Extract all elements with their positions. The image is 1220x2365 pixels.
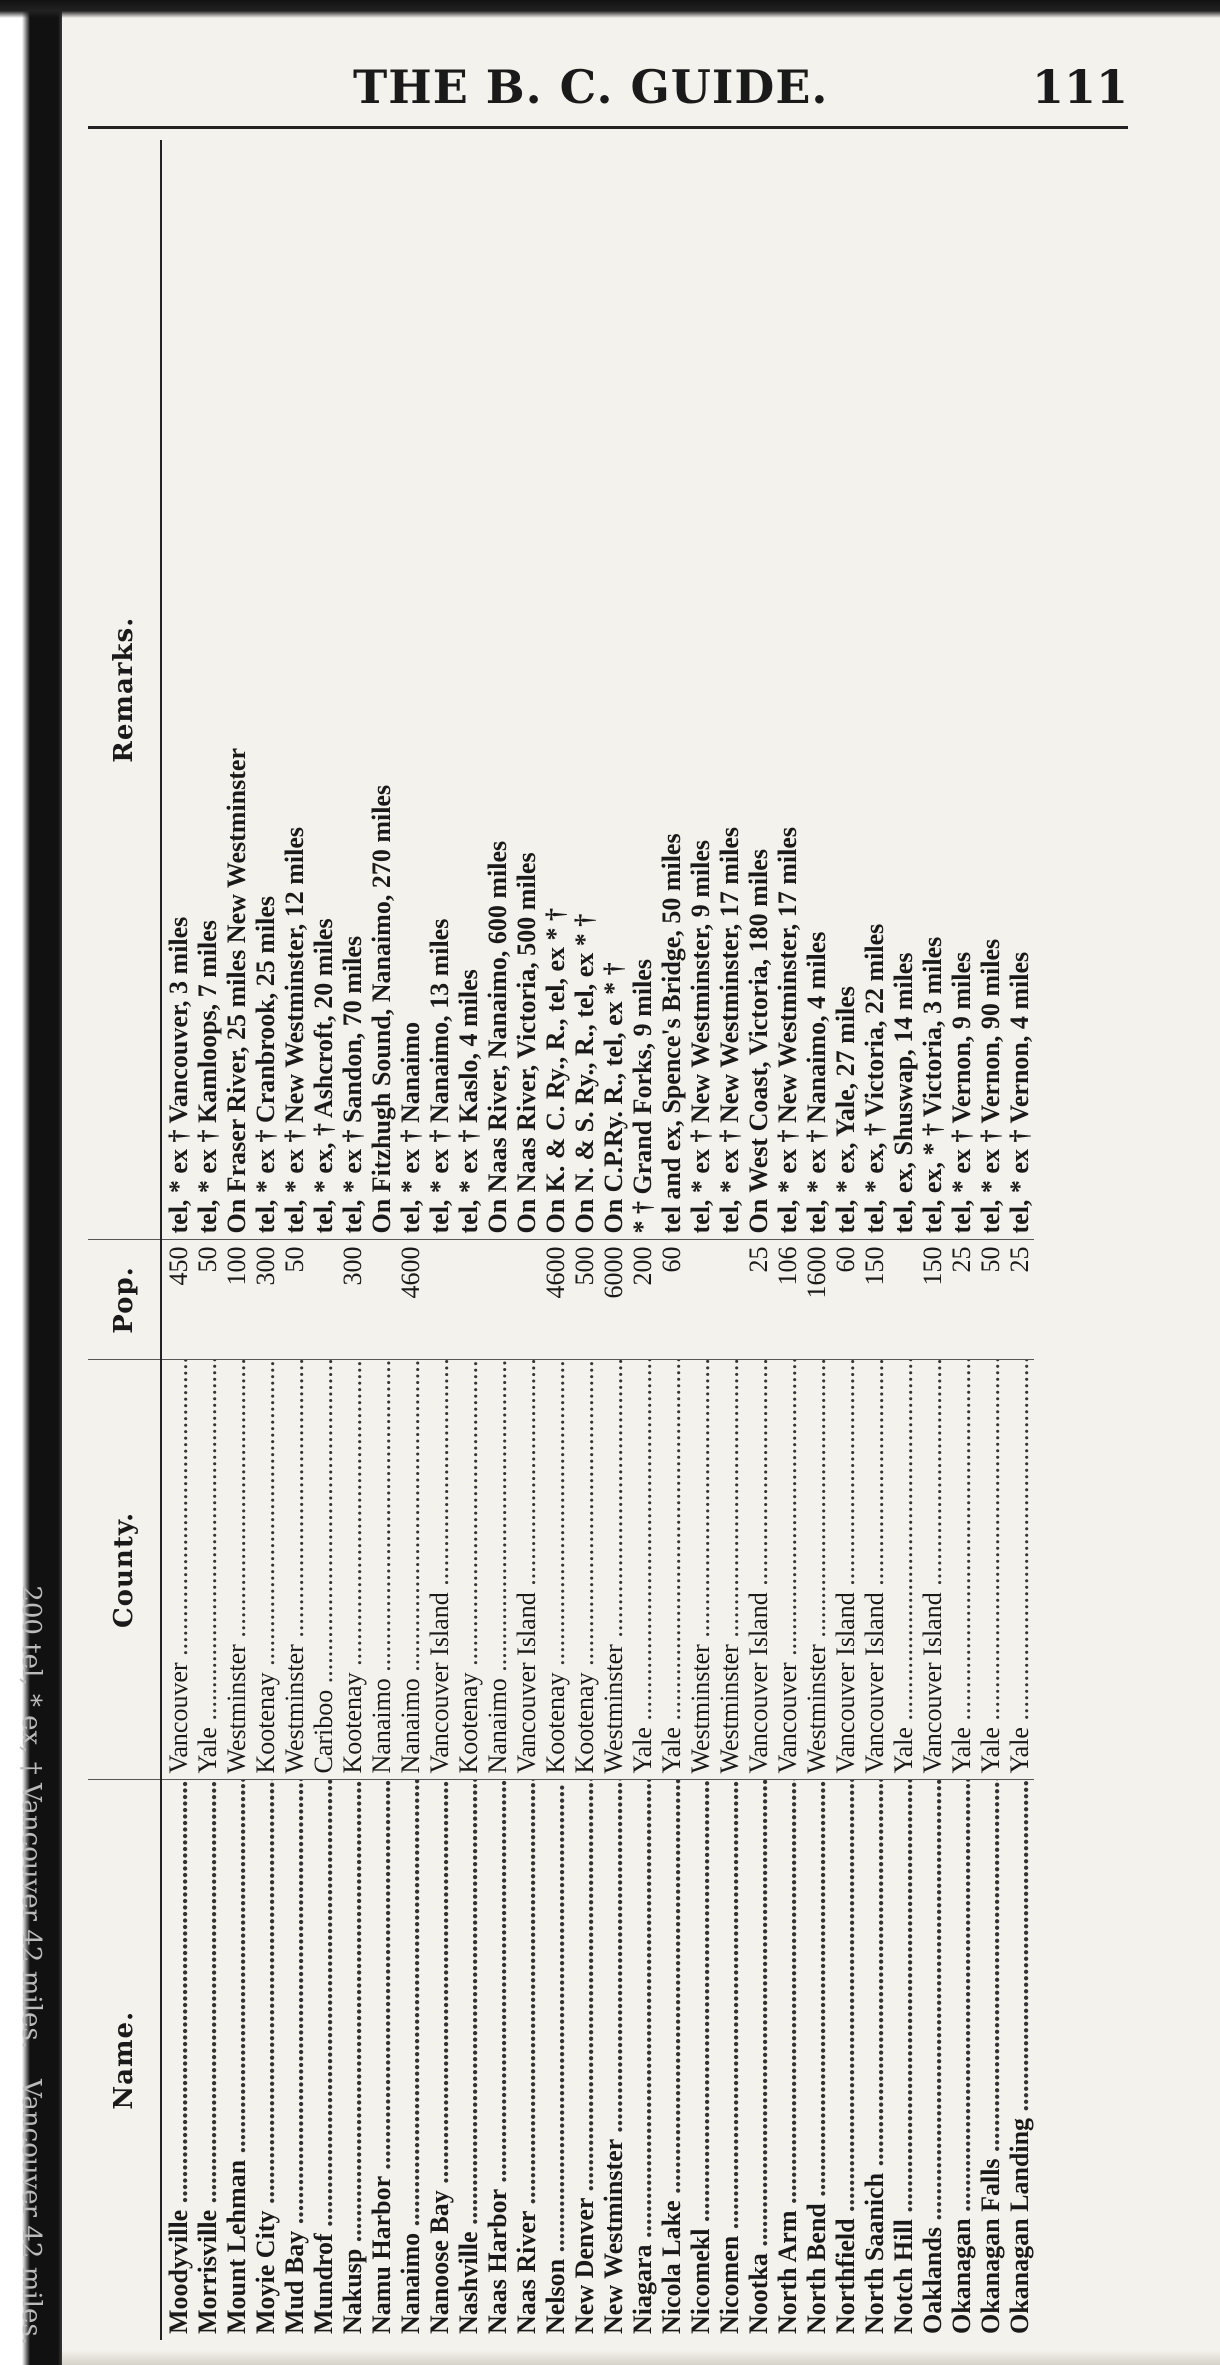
remarks-cell: On N. & S. Ry., R., tel, ex * † xyxy=(570,913,599,1234)
column-header-remarks: Remarks. xyxy=(88,140,161,1240)
previous-page-strip xyxy=(0,18,62,2365)
remarks-cell: On K. & C. Ry., R., tel, ex * † xyxy=(541,907,570,1234)
population-cell: 60 xyxy=(657,1240,686,1360)
county-cell: Cariboo ..... xyxy=(309,1360,338,1780)
table-row xyxy=(251,140,280,2340)
remarks-cell: tel and ex, Spence's Bridge, 50 miles xyxy=(657,833,686,1234)
place-name-cell: Okanagan Falls ..... xyxy=(976,1780,1005,2340)
table-row xyxy=(599,140,628,2340)
place-name-cell: North Arm ..... xyxy=(773,1780,802,2340)
table-row xyxy=(860,140,889,2340)
place-name-cell: Oaklands ..... xyxy=(918,1780,947,2340)
county-cell: Kootenay ..... xyxy=(570,1360,599,1780)
table-row xyxy=(657,140,686,2340)
population-cell: 6000 xyxy=(599,1240,628,1360)
county-cell: Yale ..... xyxy=(628,1360,657,1780)
remarks-cell: tel, * ex † Sandon, 70 miles xyxy=(338,935,367,1234)
population-cell: 50 xyxy=(280,1240,309,1360)
table-row xyxy=(918,140,947,2340)
place-name-cell: Nanaimo ..... xyxy=(396,1780,425,2340)
county-cell: Westminster ..... xyxy=(686,1360,715,1780)
table-row xyxy=(541,140,570,2340)
place-name-cell: Okanagan ..... xyxy=(947,1780,976,2340)
remarks-cell: tel, * ex, † Ashcroft, 20 miles xyxy=(309,918,338,1234)
population-cell: 1600 xyxy=(802,1240,831,1360)
table-row xyxy=(802,140,831,2340)
remarks-cell: tel, * ex † New Westminster, 17 miles xyxy=(773,826,802,1234)
page-header xyxy=(88,60,1128,130)
population-cell: 300 xyxy=(251,1240,280,1360)
place-name-cell: Northfield ..... xyxy=(831,1780,860,2340)
place-name-cell: New Westminster ..... xyxy=(599,1780,628,2340)
remarks-cell: tel, ex, Shuswap, 14 miles xyxy=(889,952,918,1234)
population-cell xyxy=(889,1240,918,1360)
table-row xyxy=(744,140,773,2340)
population-cell: 4600 xyxy=(396,1240,425,1360)
county-cell: Westminster ..... xyxy=(802,1360,831,1780)
population-cell: 150 xyxy=(918,1240,947,1360)
table-row xyxy=(889,140,918,2340)
remarks-cell: tel, * ex † Kamloops, 7 miles xyxy=(193,920,222,1234)
place-name-cell: Mud Bay ..... xyxy=(280,1780,309,2340)
county-cell: Kootenay ..... xyxy=(251,1360,280,1780)
table-row xyxy=(570,140,599,2340)
table-row xyxy=(161,140,193,2340)
remarks-cell: On C.P.Ry. R., tel, ex * † xyxy=(599,962,628,1234)
page-title: THE B. C. GUIDE. xyxy=(353,60,829,114)
place-name-cell: Nanoose Bay ..... xyxy=(425,1780,454,2340)
place-name-cell: Naas Harbor ..... xyxy=(483,1780,512,2340)
remarks-cell: On Naas River, Nanaimo, 600 miles xyxy=(483,840,512,1234)
population-cell xyxy=(483,1240,512,1360)
table-row xyxy=(1005,140,1034,2340)
place-name-cell: Nakusp ..... xyxy=(338,1780,367,2340)
population-cell: 106 xyxy=(773,1240,802,1360)
column-header-county: County. xyxy=(88,1360,161,1780)
county-cell: Kootenay ..... xyxy=(338,1360,367,1780)
county-cell: Vancouver Island ..... xyxy=(860,1360,889,1780)
place-name-cell: New Denver ..... xyxy=(570,1780,599,2340)
column-header-name: Name. xyxy=(88,1780,161,2340)
county-cell: Yale ..... xyxy=(976,1360,1005,1780)
table-row xyxy=(222,140,251,2340)
place-name-cell: Nicomekl ..... xyxy=(686,1780,715,2340)
county-cell: Yale ..... xyxy=(1005,1360,1034,1780)
table-row xyxy=(193,140,222,2340)
county-cell: Vancouver ..... xyxy=(773,1360,802,1780)
county-cell: Yale ..... xyxy=(889,1360,918,1780)
remarks-cell: tel, * ex † Kaslo, 4 miles xyxy=(454,969,483,1234)
place-name-cell: Notch Hill ..... xyxy=(889,1780,918,2340)
table-row xyxy=(483,140,512,2340)
population-cell: 200 xyxy=(628,1240,657,1360)
remarks-cell: tel, * ex † New Westminster, 9 miles xyxy=(686,839,715,1234)
remarks-cell: On Fitzhugh Sound, Nanaimo, 270 miles xyxy=(367,784,396,1234)
place-name-cell: Naas River ..... xyxy=(512,1780,541,2340)
place-name-cell: Nashville ..... xyxy=(454,1780,483,2340)
county-cell: Vancouver Island ..... xyxy=(512,1360,541,1780)
county-cell: Vancouver Island ..... xyxy=(918,1360,947,1780)
population-cell: 25 xyxy=(1005,1240,1034,1360)
remarks-cell: tel, * ex, Yale, 27 miles xyxy=(831,986,860,1234)
previous-page-text: Vancouver 42 miles. xyxy=(16,2079,46,2345)
previous-page-text: 200 tel, * ex, † Vancouver 42 miles. xyxy=(16,1585,46,2049)
population-cell: 150 xyxy=(860,1240,889,1360)
place-name-cell: Namu Harbor ..... xyxy=(367,1780,396,2340)
county-cell: Kootenay ..... xyxy=(454,1360,483,1780)
county-cell: Westminster ..... xyxy=(222,1360,251,1780)
population-cell xyxy=(686,1240,715,1360)
population-cell: 25 xyxy=(744,1240,773,1360)
header-rule xyxy=(88,126,1128,129)
table-row xyxy=(773,140,802,2340)
population-cell: 50 xyxy=(193,1240,222,1360)
top-page-edge xyxy=(0,0,1220,18)
bottom-page-edge xyxy=(62,2350,1220,2365)
remarks-cell: tel, * ex † New Westminster, 17 miles xyxy=(715,826,744,1234)
county-cell: Nanaimo ..... xyxy=(396,1360,425,1780)
table-row xyxy=(831,140,860,2340)
directory-table-container xyxy=(88,140,1128,2340)
table-row xyxy=(976,140,1005,2340)
population-cell: 60 xyxy=(831,1240,860,1360)
remarks-cell: tel, * ex † Nanaimo xyxy=(396,1021,425,1234)
population-cell xyxy=(454,1240,483,1360)
county-cell: Yale ..... xyxy=(947,1360,976,1780)
remarks-cell: On West Coast, Victoria, 180 miles xyxy=(744,849,773,1234)
place-name-cell: North Bend ..... xyxy=(802,1780,831,2340)
remarks-cell: tel, ex, * † Victoria, 3 miles xyxy=(918,936,947,1234)
remarks-cell: tel, * ex † New Westminster, 12 miles xyxy=(280,826,309,1234)
table-row xyxy=(947,140,976,2340)
place-name-cell: Nootka ..... xyxy=(744,1780,773,2340)
county-cell: Nanaimo ..... xyxy=(367,1360,396,1780)
place-name-cell: Nicola Lake ..... xyxy=(657,1780,686,2340)
county-cell: Westminster ..... xyxy=(280,1360,309,1780)
population-cell: 100 xyxy=(222,1240,251,1360)
remarks-cell: tel, * ex † Vernon, 9 miles xyxy=(947,951,976,1234)
place-name-cell: Morrisville ..... xyxy=(193,1780,222,2340)
remarks-cell: On Naas River, Victoria, 500 miles xyxy=(512,852,541,1234)
column-header-pop: Pop. xyxy=(88,1240,161,1360)
directory-table xyxy=(88,140,1034,2340)
remarks-cell: On Fraser River, 25 miles New Westminster xyxy=(222,748,251,1234)
place-name-cell: Mount Lehman ..... xyxy=(222,1780,251,2340)
table-row xyxy=(396,140,425,2340)
table-row xyxy=(425,140,454,2340)
table-header-row xyxy=(88,140,161,2340)
population-cell: 50 xyxy=(976,1240,1005,1360)
population-cell: 300 xyxy=(338,1240,367,1360)
remarks-cell: tel, * ex † Cranbrook, 25 miles xyxy=(251,896,280,1234)
remarks-cell: tel, * ex † Vernon, 90 miles xyxy=(976,938,1005,1234)
population-cell xyxy=(425,1240,454,1360)
county-cell: Westminster ..... xyxy=(715,1360,744,1780)
place-name-cell: Mundrof ..... xyxy=(309,1780,338,2340)
population-cell xyxy=(367,1240,396,1360)
county-cell: Vancouver Island ..... xyxy=(744,1360,773,1780)
place-name-cell: Moyie City ..... xyxy=(251,1780,280,2340)
place-name-cell: Nicomen ..... xyxy=(715,1780,744,2340)
table-row xyxy=(367,140,396,2340)
table-row xyxy=(512,140,541,2340)
remarks-cell: tel, * ex † Vernon, 4 miles xyxy=(1005,951,1034,1234)
remarks-cell: tel, * ex † Nanaimo, 4 miles xyxy=(802,931,831,1234)
county-cell: Vancouver ..... xyxy=(161,1360,193,1780)
county-cell: Yale ..... xyxy=(657,1360,686,1780)
remarks-cell: tel, * ex, † Victoria, 22 miles xyxy=(860,923,889,1234)
place-name-cell: Nelson ..... xyxy=(541,1780,570,2340)
table-row xyxy=(686,140,715,2340)
table-row xyxy=(454,140,483,2340)
county-cell: Vancouver Island ..... xyxy=(831,1360,860,1780)
county-cell: Westminster ..... xyxy=(599,1360,628,1780)
place-name-cell: Moodyville ..... xyxy=(161,1780,193,2340)
table-row xyxy=(628,140,657,2340)
page-number: 111 xyxy=(1031,60,1128,114)
population-cell: 450 xyxy=(161,1240,193,1360)
county-cell: Vancouver Island ..... xyxy=(425,1360,454,1780)
county-cell: Nanaimo ..... xyxy=(483,1360,512,1780)
place-name-cell: Okanagan Landing ..... xyxy=(1005,1780,1034,2340)
remarks-cell: tel, * ex † Vancouver, 3 miles xyxy=(164,916,193,1234)
county-cell: Yale ..... xyxy=(193,1360,222,1780)
population-cell: 500 xyxy=(570,1240,599,1360)
place-name-cell: Niagara ..... xyxy=(628,1780,657,2340)
population-cell xyxy=(512,1240,541,1360)
population-cell xyxy=(715,1240,744,1360)
remarks-cell: * † Grand Forks, 9 miles xyxy=(628,959,657,1234)
population-cell: 4600 xyxy=(541,1240,570,1360)
rotated-table xyxy=(88,140,1128,2340)
remarks-cell: tel, * ex † Nanaimo, 13 miles xyxy=(425,918,454,1234)
table-row xyxy=(309,140,338,2340)
table-row xyxy=(338,140,367,2340)
population-cell: 25 xyxy=(947,1240,976,1360)
place-name-cell: North Saanich ..... xyxy=(860,1780,889,2340)
table-row xyxy=(280,140,309,2340)
table-row xyxy=(715,140,744,2340)
population-cell xyxy=(309,1240,338,1360)
county-cell: Kootenay ..... xyxy=(541,1360,570,1780)
